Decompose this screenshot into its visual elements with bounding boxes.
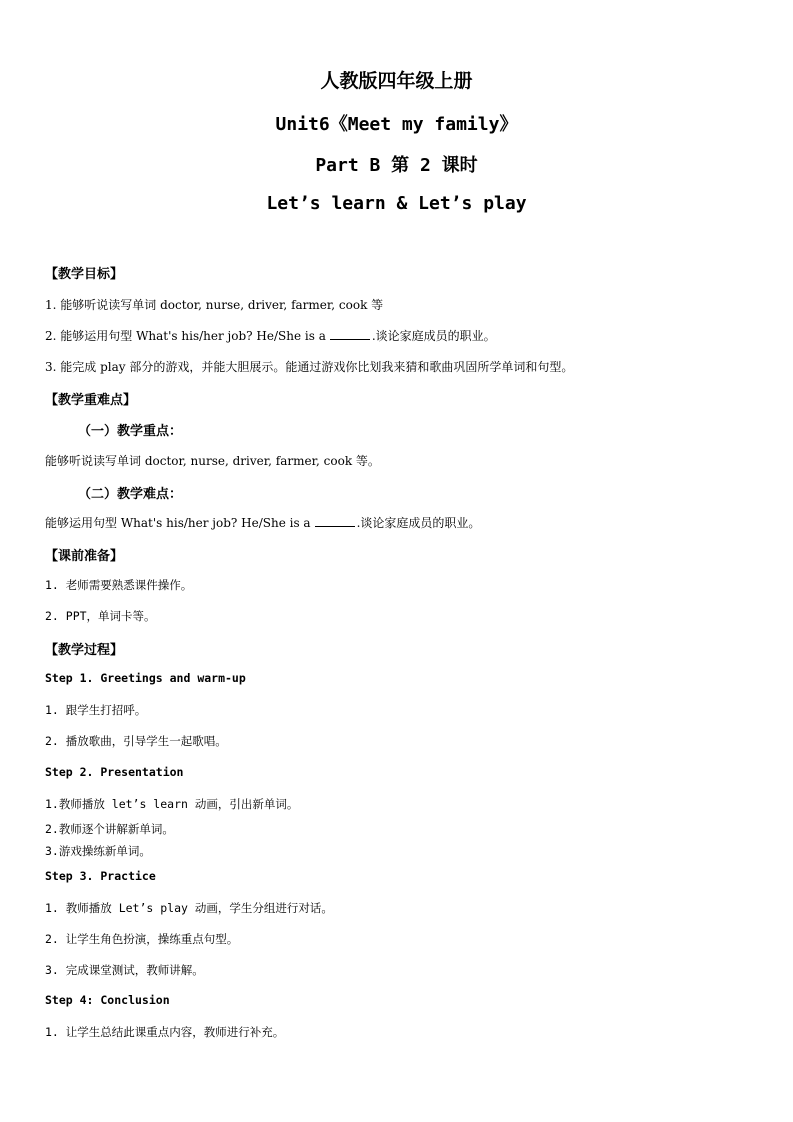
- step-2-title: Step 2. Presentation: [45, 765, 184, 779]
- doc-title-grade: 人教版四年级上册: [320, 70, 473, 92]
- step-3-title: Step 3. Practice: [45, 869, 156, 883]
- key-point-text: 能够听说读写单词 doctor, nurse, driver, farmer, cook 等。: [45, 454, 380, 468]
- difficult-point-subheading: （二）教学难点：: [78, 487, 183, 502]
- difficult-point-text: [45, 514, 480, 531]
- key-point-subheading: （一）教学重点：: [78, 424, 183, 439]
- goal-item-2: [45, 327, 496, 344]
- step-2-item-3: 3.游戏操练新单词。: [45, 844, 151, 858]
- prep-item-1: 1. 老师需要熟悉课件操作。: [45, 578, 193, 592]
- fill-in-blank: [315, 516, 355, 527]
- goal-item-3: 3. 能完成 play 部分的游戏，并能大胆展示。能通过游戏你比划我来猜和歌曲巩固所学单词和句型。: [45, 360, 574, 374]
- goal-item-2-suffix: .谈论家庭成员的职业。: [371, 329, 496, 343]
- difficult-point-prefix: 能够运用句型 What's his/her job? He/She is a: [45, 516, 311, 530]
- step-4-title: Step 4: Conclusion: [45, 993, 170, 1007]
- doc-title-part: Part B 第 2 课时: [315, 155, 478, 176]
- step-1-item-2: 2. 播放歌曲，引导学生一起歌唱。: [45, 734, 227, 748]
- goal-item-2-prefix: 2. 能够运用句型 What's his/her job? He/She is a: [45, 329, 326, 343]
- step-3-item-1: 1. 教师播放 Let’s play 动画，学生分组进行对话。: [45, 901, 333, 915]
- step-2-item-2: 2.教师逐个讲解新单词。: [45, 822, 174, 836]
- goals-heading: 【教学目标】: [45, 267, 124, 282]
- difficult-point-suffix: .谈论家庭成员的职业。: [356, 516, 481, 530]
- prep-heading: 【课前准备】: [45, 549, 124, 564]
- step-3-item-3: 3. 完成课堂测试，教师讲解。: [45, 963, 204, 977]
- key-points-heading: 【教学重难点】: [45, 393, 137, 408]
- fill-in-blank: [330, 329, 370, 340]
- goal-item-1: 1. 能够听说读写单词 doctor, nurse, driver, farmer, cook 等: [45, 298, 384, 312]
- step-4-item-1: 1. 让学生总结此课重点内容，教师进行补充。: [45, 1025, 285, 1039]
- process-heading: 【教学过程】: [45, 643, 124, 658]
- doc-title-unit: Unit6《Meet my family》: [275, 114, 518, 135]
- step-1-item-1: 1. 跟学生打招呼。: [45, 703, 147, 717]
- prep-item-2: 2. PPT，单词卡等。: [45, 609, 156, 623]
- step-2-item-1: 1.教师播放 let’s learn 动画，引出新单词。: [45, 797, 299, 811]
- doc-title-lesson: Let’s learn & Let’s play: [266, 193, 527, 214]
- step-3-item-2: 2. 让学生角色扮演，操练重点句型。: [45, 932, 239, 946]
- step-1-title: Step 1. Greetings and warm-up: [45, 671, 246, 685]
